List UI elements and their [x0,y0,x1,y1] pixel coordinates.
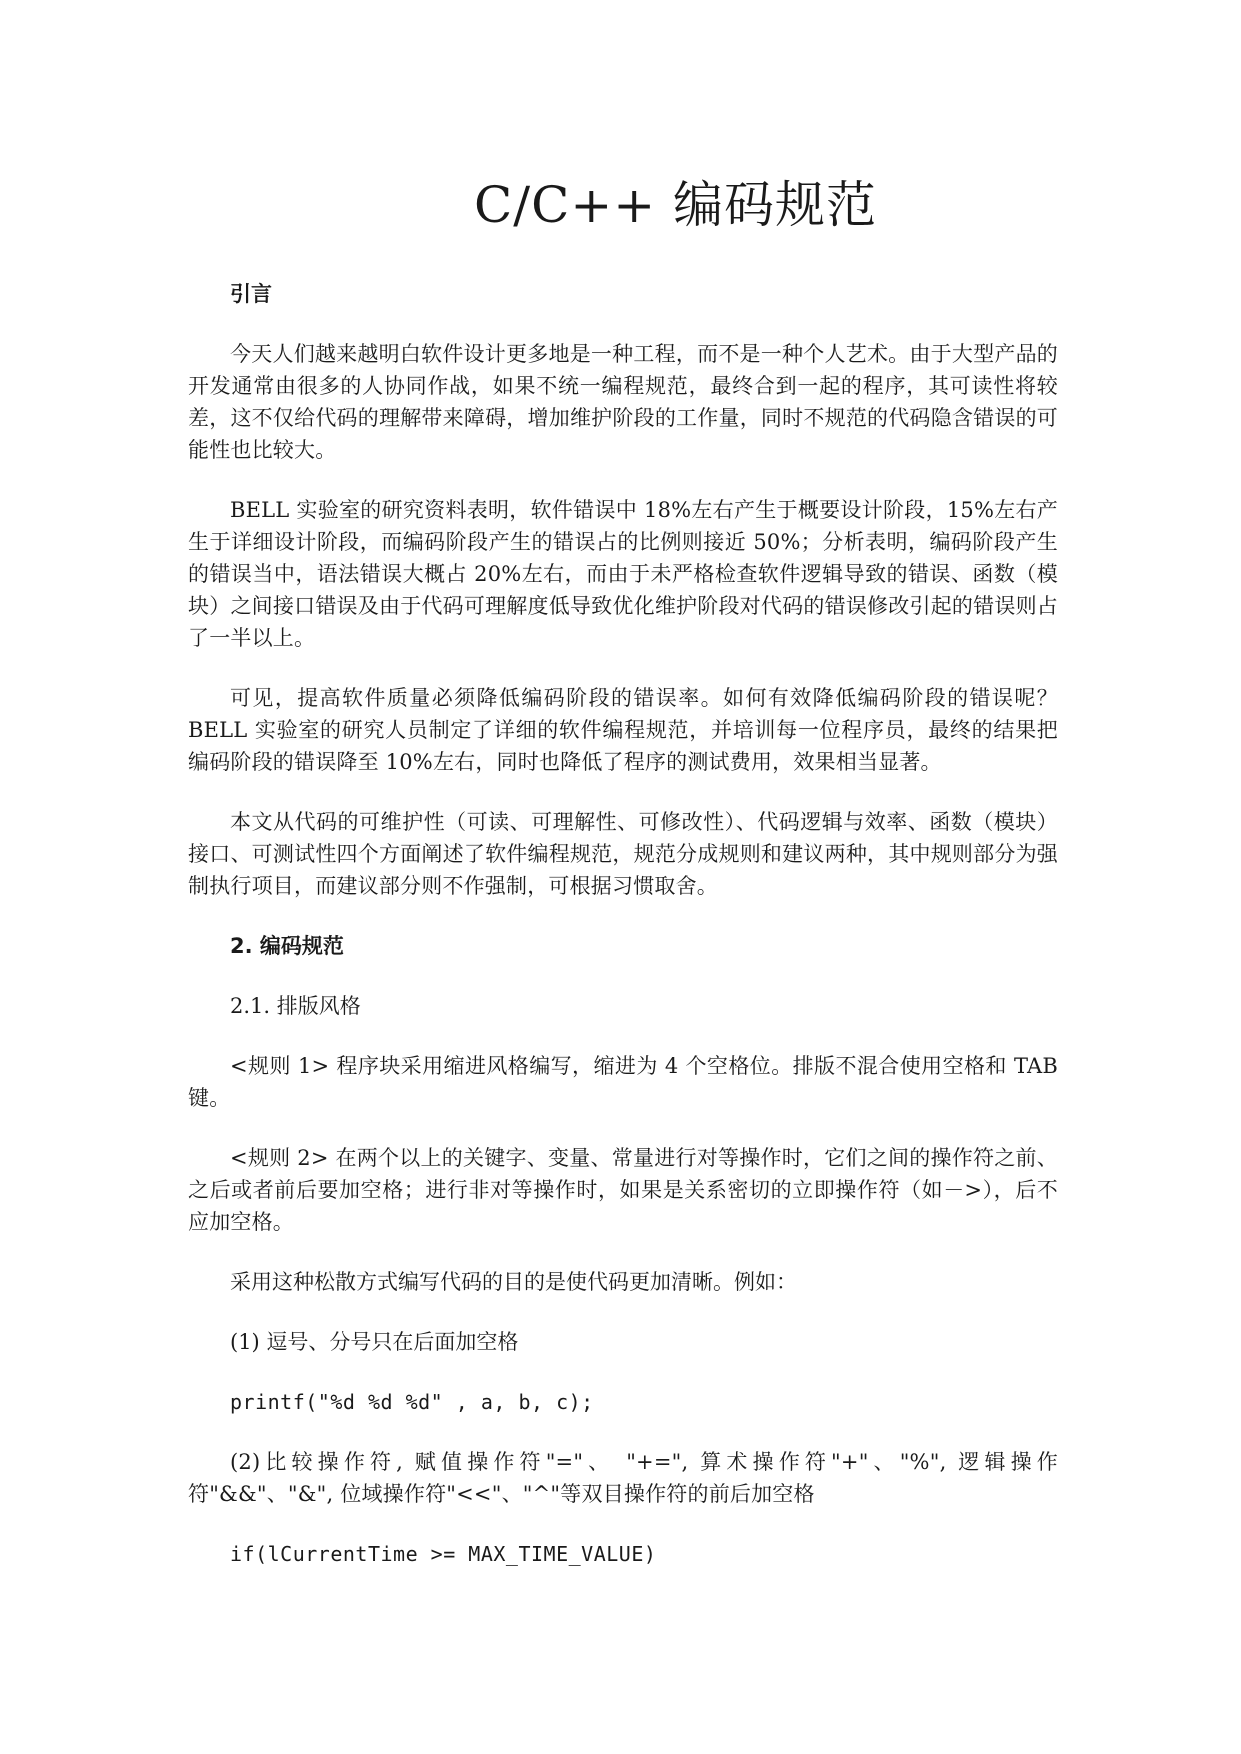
purpose-text: 采用这种松散方式编写代码的目的是使代码更加清晰。例如： [230,1270,797,1294]
document-body [188,278,1058,1598]
paragraph-1: 今天人们越来越明白软件设计更多地是一种工程，而不是一种个人艺术。由于大型产品的开发通常由很多的人协同作战，如果不统一编程规范，最终合到一起的程序，其可读性将较差，这不仅给代码的理解带来障碍，增加维护阶段的工作量，同时不规范的代码隐含错误的可能性也比较大。 [188,342,1058,462]
subsection-heading: 2.1. 排版风格 [230,994,361,1018]
section-heading: 2. 编码规范 [230,934,344,958]
paragraph-3: 可见，提高软件质量必须降低编码阶段的错误率。如何有效降低编码阶段的错误呢？BELL 实验室的研究人员制定了详细的软件编程规范，并培训每一位程序员，最终的结果把编码阶段的错误降至 10%左右，同时也降低了程序的测试费用，效果相当显著。 [188,686,1058,774]
paragraph-4: 本文从代码的可维护性（可读、可理解性、可修改性）、代码逻辑与效率、函数（模块）接口、可测试性四个方面阐述了软件编程规范，规范分成规则和建议两种，其中规则部分为强制执行项目，而建议部分则不作强制，可根据习惯取舍。 [188,810,1058,898]
item-1: (1) 逗号、分号只在后面加空格 [230,1330,519,1354]
rule-1: <规则 1> 程序块采用缩进风格编写，缩进为 4 个空格位。排版不混合使用空格和 TAB 键。 [188,1054,1058,1110]
paragraph-2: BELL 实验室的研究资料表明，软件错误中 18%左右产生于概要设计阶段，15%左右产生于详细设计阶段，而编码阶段产生的错误占的比例则接近 50%；分析表明，编码阶段产生的错误当中，语法错误大概占 20%左右，而由于未严格检查软件逻辑导致的错误、函数（模块）之间接口错误及由于代码可理解度低导致优化维护阶段对代码的错误修改引起的错误则占了一半以上。 [188,498,1058,650]
rule-2: <规则 2> 在两个以上的关键字、变量、常量进行对等操作时，它们之间的操作符之前、之后或者前后要加空格；进行非对等操作时，如果是关系密切的立即操作符（如－>），后不应加空格。 [188,1146,1058,1234]
intro-heading: 引言 [230,282,272,306]
code-example-1: printf("%d %d %d" , a, b, c); [230,1390,594,1414]
document-title: C/C++ 编码规范 [473,176,878,234]
code-example-2: if(lCurrentTime >= MAX_TIME_VALUE) [230,1542,657,1566]
item-2: (2)比较操作符, 赋值操作符"="、 "+=", 算术操作符"+"、"%", 逻辑操作符"&&"、"&", 位域操作符"<<"、"^"等双目操作符的前后加空格 [188,1450,1058,1506]
